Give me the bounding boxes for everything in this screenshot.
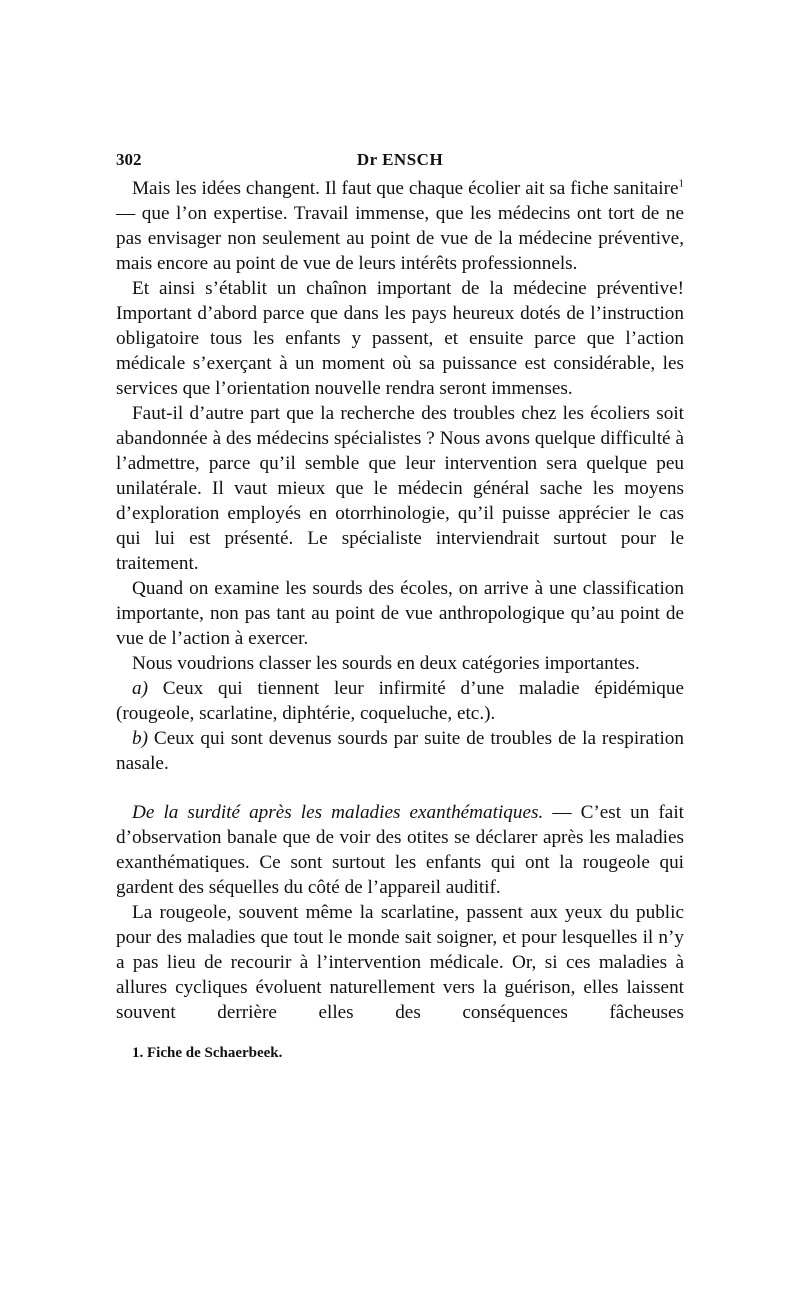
running-head-author: Dr ENSCH xyxy=(356,150,444,169)
section-spacer xyxy=(116,776,684,800)
paragraph-chainon: Et ainsi s’établit un chaînon important de la médecine préventive! Important d’abord parce que dans les pays heureux dotés de l’instruction obligatoire tous les enfants y passent, et ensuite parce que l’action médicale s’exerçant à un moment où sa puissance est considérable, les services que l’orientation nouvelle rendra seront immenses. xyxy=(116,278,684,399)
list-text-a: Ceux qui tiennent leur infirmité d’une maladie épidémique (rougeole, scarlatine, diphtérie, coqueluche, etc.). xyxy=(116,678,684,724)
list-item-b xyxy=(116,726,684,776)
paragraph-classification: Quand on examine les sourds des écoles, on arrive à une classification importante, non pas tant au point de vue anthropologique qu’au point de vue de l’action à exercer. xyxy=(116,578,684,649)
footnote xyxy=(132,1043,684,1063)
paragraph-specialistes: Faut-il d’autre part que la recherche des troubles chez les écoliers soit abandonnée à des médecins spécialistes ? Nous avons quelque difficulté à l’admettre, parce qu’il semble que leur intervention sera quelque peu unilatérale. Il vaut mieux que le médecin général sache les moyens d’exploration employés en otorrhinologie, qu’il puisse apprécier le cas qui lui est présenté. Le spécialiste interviendrait surtout pour le traitement. xyxy=(116,403,684,574)
footnote-reference: 1 xyxy=(678,177,684,190)
list-item-a xyxy=(116,676,684,726)
paragraph-fiche-sanitaire xyxy=(116,176,684,276)
list-text-b: Ceux qui sont devenus sourds par suite de troubles de la respiration nasale. xyxy=(116,728,684,774)
footnote-number: 1. xyxy=(132,1045,144,1061)
paragraph-surdite xyxy=(116,800,684,900)
list-label-b: b) xyxy=(132,728,148,749)
footnote-spacer xyxy=(116,1025,684,1043)
page-number: 302 xyxy=(116,150,142,169)
paragraph-text: Mais les idées changent. Il faut que chaque écolier ait sa fiche sanitaire xyxy=(132,178,679,199)
paragraph-text: — C’est un fait d’observation banale que de voir des otites se déclarer après les maladies exanthématiques. Ce sont surtout les enfants qui ont la rougeole qui gardent des séquelles du côté de l’appareil auditif. xyxy=(116,802,684,898)
footnote-text: Fiche de Schaerbeek. xyxy=(143,1045,283,1061)
list-label-a: a) xyxy=(132,678,148,699)
paragraph-categories: Nous voudrions classer les sourds en deux catégories importantes. xyxy=(132,653,640,674)
running-head xyxy=(116,150,684,176)
section-title: De la surdité après les maladies exanthématiques. xyxy=(132,802,544,823)
paragraph-text: — que l’on expertise. Travail immense, que les médecins ont tort de ne pas envisager non seulement au point de vue de la médecine préventive, mais encore au point de vue de leurs intérêts professionnels. xyxy=(116,203,684,274)
book-page xyxy=(116,150,684,1063)
paragraph-rougeole: La rougeole, souvent même la scarlatine, passent aux yeux du public pour des maladies que tout le monde sait soigner, et pour lesquelles il n’y a pas lieu de recourir à l’intervention médicale. Or, si ces maladies à allures cycliques évoluent naturellement vers la guérison, elles laissent souvent derrière elles des conséquences fâcheuses xyxy=(116,902,684,1023)
